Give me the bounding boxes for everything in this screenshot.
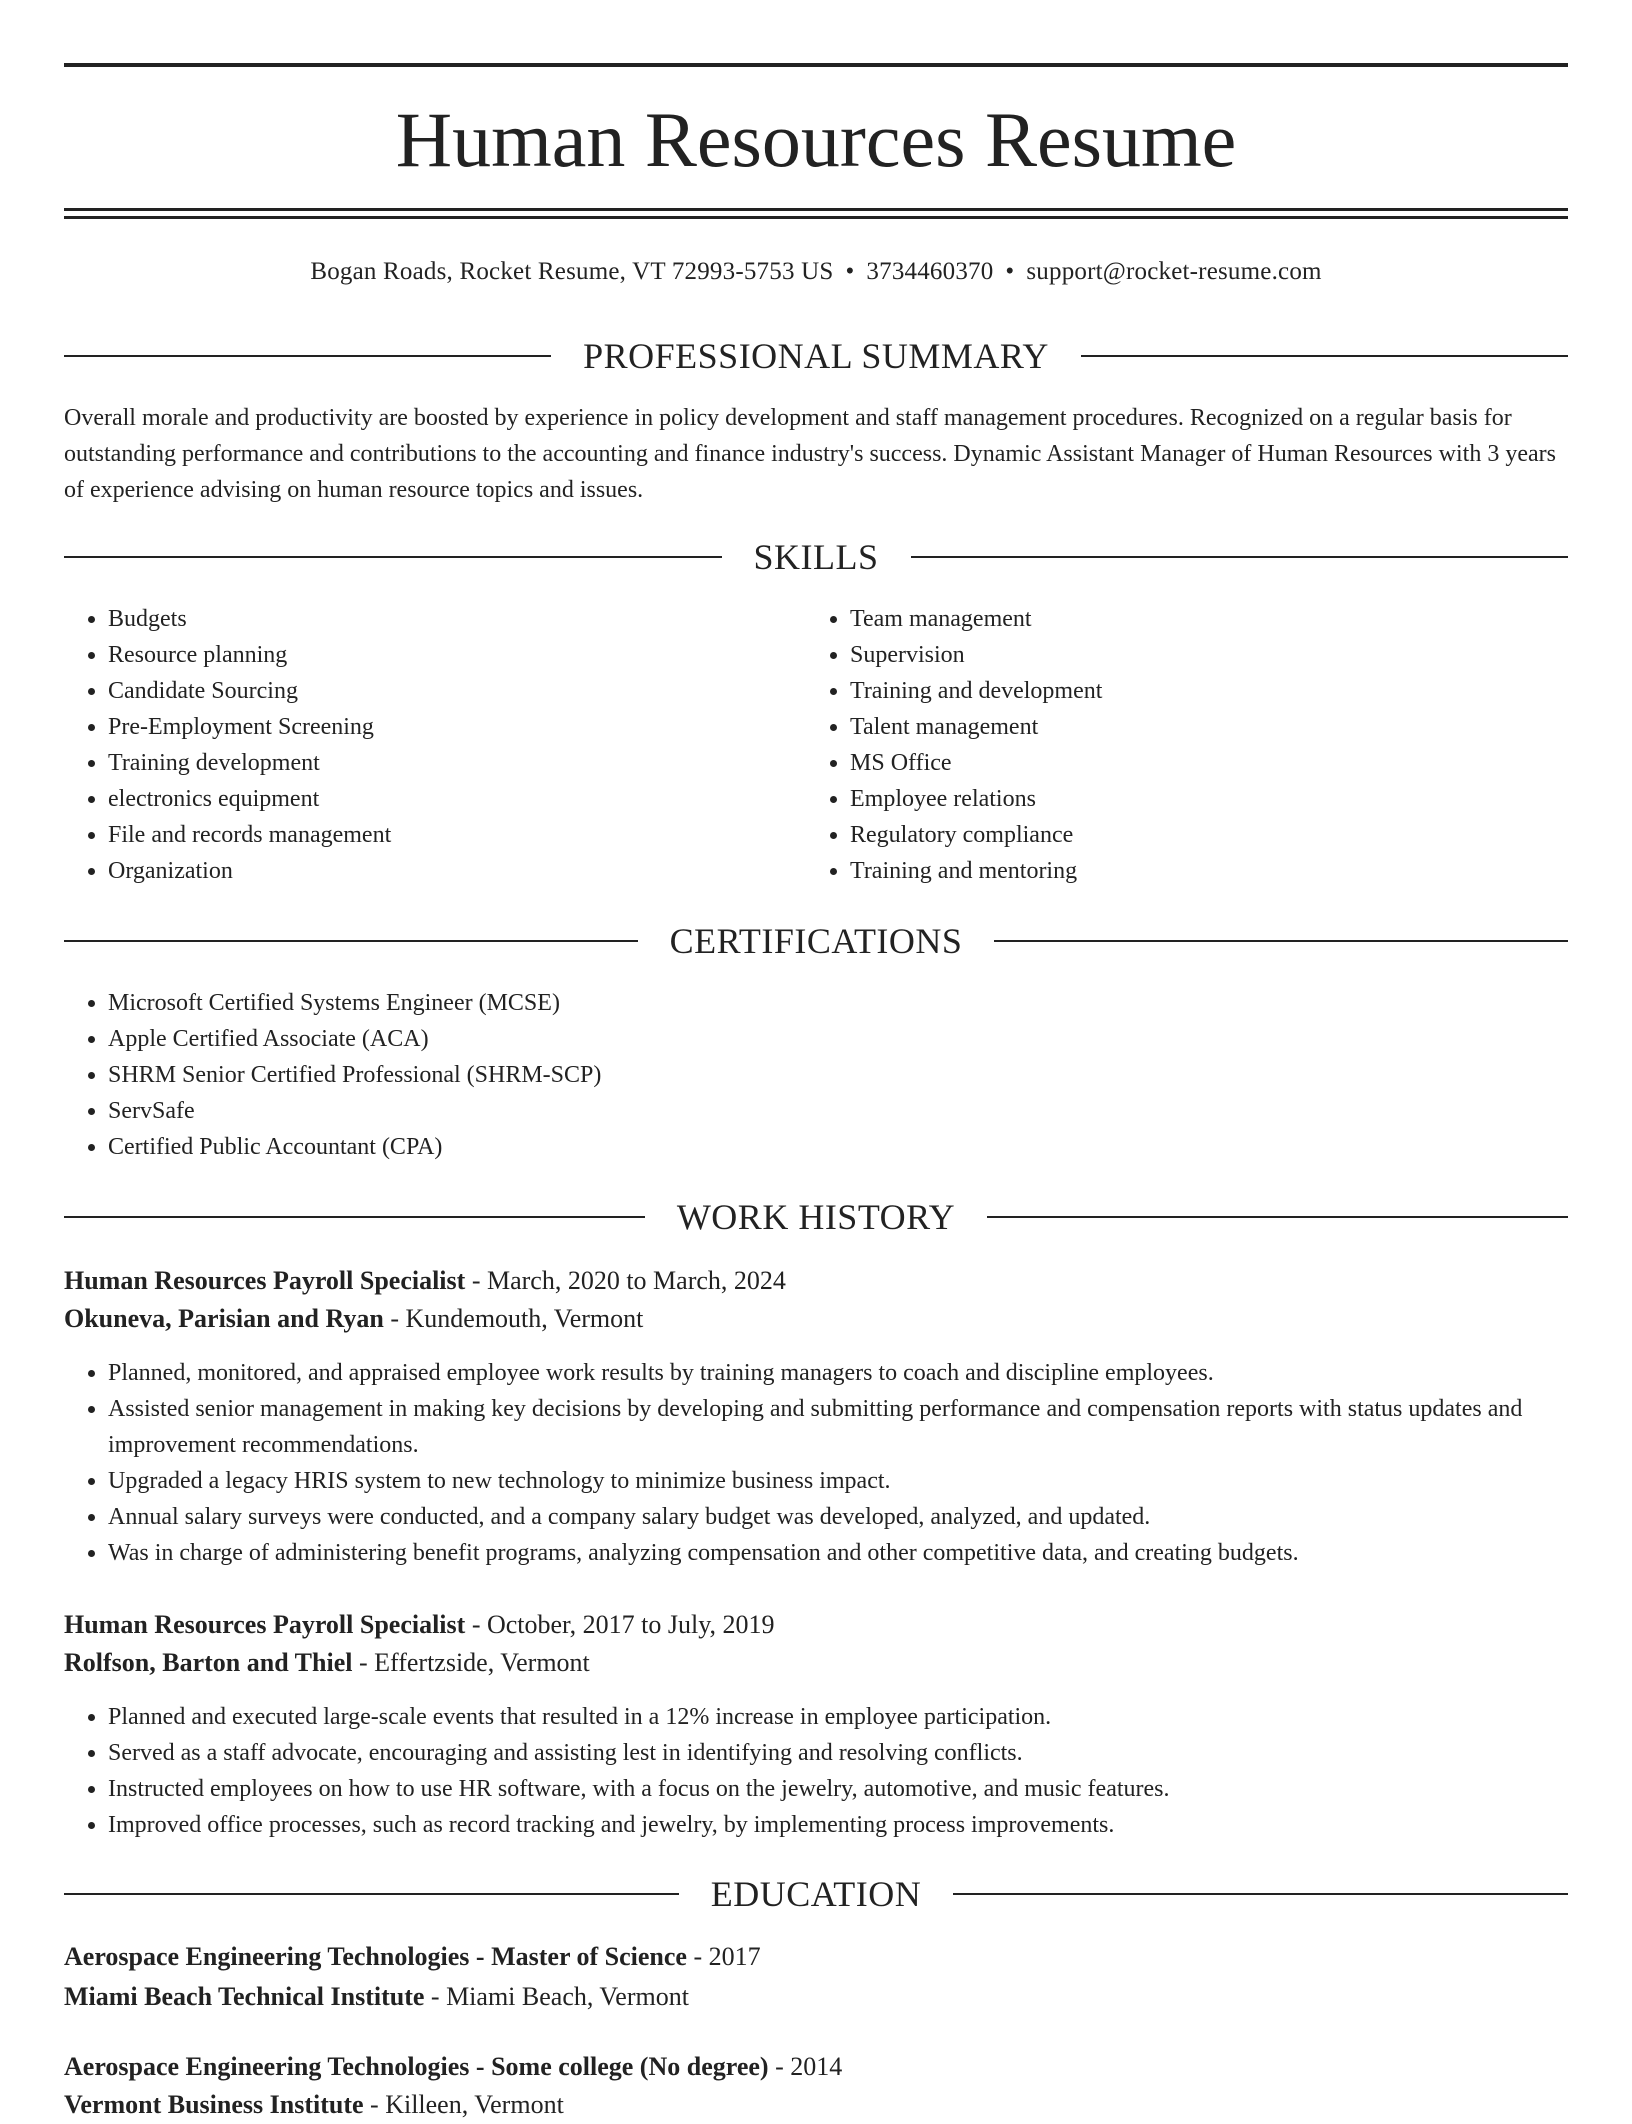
heading-rule-right bbox=[911, 556, 1569, 558]
certification-item: • Microsoft Certified Systems Engineer (MCSE) bbox=[108, 985, 601, 1021]
heading-rule-left bbox=[64, 1216, 645, 1218]
skill-item: • Employee relations bbox=[850, 781, 1102, 817]
skill-item: • Candidate Sourcing bbox=[108, 673, 391, 709]
job-title: Human Resources Payroll Specialist bbox=[64, 1266, 466, 1295]
heading-rule-left bbox=[64, 355, 551, 357]
education-heading-label: EDUCATION bbox=[710, 1874, 922, 1914]
job-bullet: • Upgraded a legacy HRIS system to new technology to minimize business impact. bbox=[108, 1463, 1568, 1499]
job-bullet: • Improved office processes, such as record tracking and jewelry, by implementing process improvements. bbox=[108, 1807, 1568, 1843]
heading-rule-right bbox=[1081, 355, 1568, 357]
skill-item: • File and records management bbox=[108, 817, 391, 853]
skills-heading bbox=[64, 535, 1568, 579]
job-company: Okuneva, Parisian and Ryan bbox=[64, 1304, 384, 1333]
certifications-list bbox=[64, 985, 601, 1165]
certifications-heading bbox=[64, 919, 1568, 963]
education-degree-line bbox=[64, 2048, 1568, 2086]
contact-separator: • bbox=[1005, 258, 1015, 285]
job-dates: - October, 2017 to July, 2019 bbox=[465, 1610, 775, 1639]
skill-item: • Budgets bbox=[108, 601, 391, 637]
work-history-heading bbox=[64, 1195, 1568, 1239]
education-year: - 2014 bbox=[768, 2052, 843, 2081]
certification-item: • Apple Certified Associate (ACA) bbox=[108, 1021, 601, 1057]
job-bullet: • Planned and executed large-scale events that resulted in a 12% increase in employee participation. bbox=[108, 1699, 1568, 1735]
certifications-heading-label: CERTIFICATIONS bbox=[669, 921, 963, 961]
job-bullet: • Served as a staff advocate, encouraging and assisting lest in identifying and resolving conflicts. bbox=[108, 1735, 1568, 1771]
education-location: - Miami Beach, Vermont bbox=[424, 1982, 689, 2011]
education-school-line bbox=[64, 1978, 1568, 2016]
job-title: Human Resources Payroll Specialist bbox=[64, 1610, 466, 1639]
education-degree: Aerospace Engineering Technologies - Master of Science bbox=[64, 1942, 687, 1971]
contact-address: Bogan Roads, Rocket Resume, VT 72993-5753 US bbox=[310, 258, 834, 285]
job-dates: - March, 2020 to March, 2024 bbox=[465, 1266, 786, 1295]
skills-list-right bbox=[806, 601, 1102, 889]
certification-item: • SHRM Senior Certified Professional (SHRM-SCP) bbox=[108, 1057, 601, 1093]
skills-list-left bbox=[64, 601, 391, 889]
skill-item: • Organization bbox=[108, 853, 391, 889]
heading-rule-right bbox=[994, 940, 1568, 942]
work-history-heading-label: WORK HISTORY bbox=[676, 1197, 956, 1237]
skill-item: • Supervision bbox=[850, 637, 1102, 673]
job-bullet: • Assisted senior management in making key decisions by developing and submitting performance and compensation reports with status updates and improvement recommendations. bbox=[108, 1391, 1568, 1463]
summary-heading-label: PROFESSIONAL SUMMARY bbox=[583, 336, 1049, 376]
header-top-rule bbox=[64, 63, 1568, 67]
skill-item: • Pre-Employment Screening bbox=[108, 709, 391, 745]
header-rule-upper bbox=[64, 208, 1568, 211]
summary-heading bbox=[64, 334, 1568, 378]
skill-item: • Resource planning bbox=[108, 637, 391, 673]
heading-rule-right bbox=[953, 1893, 1568, 1895]
job-bullet: • Instructed employees on how to use HR software, with a focus on the jewelry, automotive, and music features. bbox=[108, 1771, 1568, 1807]
skill-item: • electronics equipment bbox=[108, 781, 391, 817]
education-location: - Killeen, Vermont bbox=[363, 2090, 564, 2119]
resume-title: Human Resources Resume bbox=[395, 96, 1237, 183]
education-degree: Aerospace Engineering Technologies - Some college (No degree) bbox=[64, 2052, 769, 2081]
job-bullets bbox=[64, 1699, 1568, 1843]
job-bullets bbox=[64, 1355, 1568, 1571]
job-bullet: • Annual salary surveys were conducted, and a company salary budget was developed, analyzed, and updated. bbox=[108, 1499, 1568, 1535]
heading-rule-right bbox=[987, 1216, 1568, 1218]
contact-separator: • bbox=[845, 258, 855, 285]
education-school: Miami Beach Technical Institute bbox=[64, 1982, 425, 2011]
job-company-line bbox=[64, 1300, 1568, 1338]
job-location: - Kundemouth, Vermont bbox=[383, 1304, 644, 1333]
job-title-line bbox=[64, 1606, 1568, 1644]
header-rule-lower bbox=[64, 216, 1568, 219]
job-location: - Effertzside, Vermont bbox=[352, 1648, 590, 1677]
education-school-line bbox=[64, 2086, 1568, 2124]
skill-item: • Regulatory compliance bbox=[850, 817, 1102, 853]
skill-item: • Talent management bbox=[850, 709, 1102, 745]
contact-email[interactable]: support@rocket-resume.com bbox=[1026, 258, 1322, 285]
skills-heading-label: SKILLS bbox=[753, 537, 879, 577]
education-year: - 2017 bbox=[686, 1942, 761, 1971]
education-heading bbox=[64, 1872, 1568, 1916]
job-bullet: • Planned, monitored, and appraised employee work results by training managers to coach and discipline employees. bbox=[108, 1355, 1568, 1391]
heading-rule-left bbox=[64, 1893, 679, 1895]
summary-text: Overall morale and productivity are boosted by experience in policy development and staff management procedures. Recognized on a regular basis for outstanding performance and contributions to the accounting and finance industry's success. Dynamic Assistant Manager of Human Resources with 3 years of experience advising on human resource topics and issues. bbox=[64, 405, 1556, 503]
skill-item: • Training and mentoring bbox=[850, 853, 1102, 889]
education-degree-line bbox=[64, 1938, 1568, 1976]
skill-item: • Training development bbox=[108, 745, 391, 781]
job-company: Rolfson, Barton and Thiel bbox=[64, 1648, 353, 1677]
certification-item: • ServSafe bbox=[108, 1093, 601, 1129]
contact-line bbox=[64, 254, 1568, 290]
skill-item: • Team management bbox=[850, 601, 1102, 637]
job-bullet: • Was in charge of administering benefit programs, analyzing compensation and other competitive data, and creating budgets. bbox=[108, 1535, 1568, 1571]
heading-rule-left bbox=[64, 556, 722, 558]
job-title-line bbox=[64, 1262, 1568, 1300]
education-school: Vermont Business Institute bbox=[64, 2090, 364, 2119]
heading-rule-left bbox=[64, 940, 638, 942]
skill-item: • Training and development bbox=[850, 673, 1102, 709]
skill-item: • MS Office bbox=[850, 745, 1102, 781]
job-company-line bbox=[64, 1644, 1568, 1682]
certification-item: • Certified Public Accountant (CPA) bbox=[108, 1129, 601, 1165]
contact-phone[interactable]: 3734460370 bbox=[866, 258, 994, 285]
